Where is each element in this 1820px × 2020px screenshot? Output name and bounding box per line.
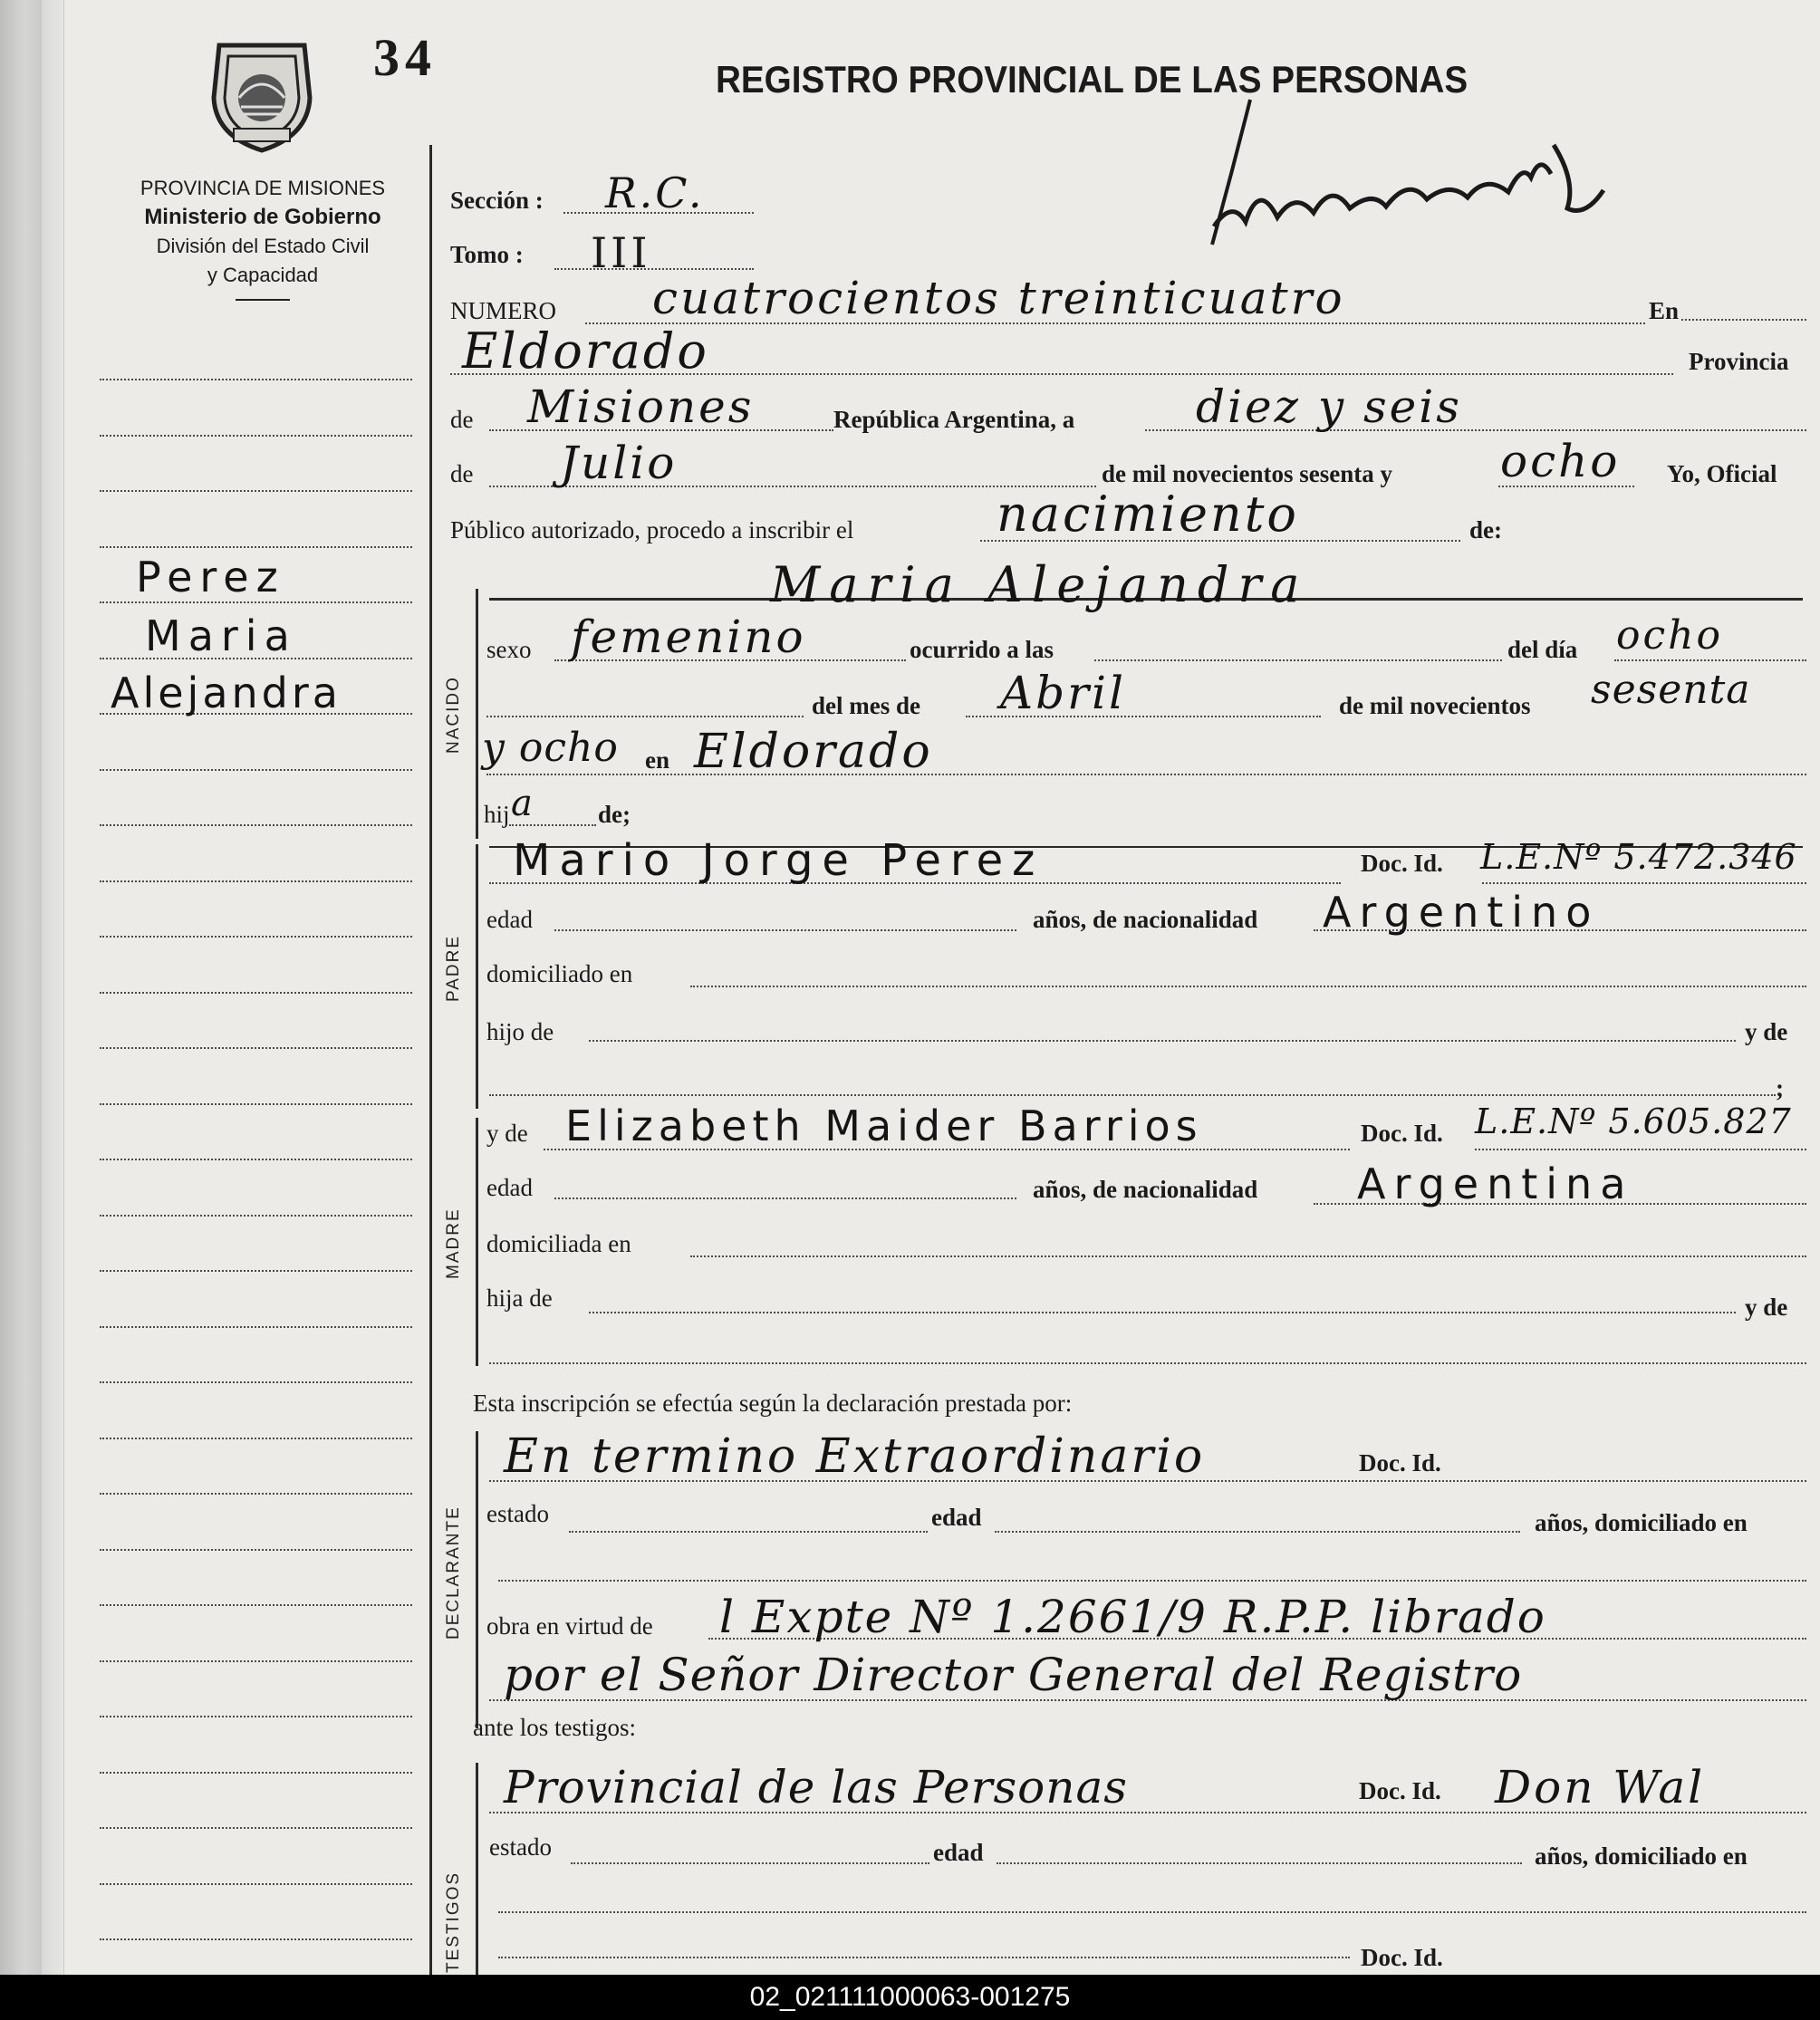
margin-ruled-line [100, 435, 412, 437]
doc-id-label: Doc. Id. [1361, 850, 1443, 877]
domiciliado-en-label-2: años, domiciliado en [1535, 1842, 1748, 1870]
margin-ruled-line [100, 1772, 412, 1774]
declarante-section-label: DECLARANTE [444, 1505, 463, 1640]
hij-suffix-value: a [511, 783, 535, 824]
birth-year-continued-value: y ocho [482, 725, 619, 771]
obra-en-virtud-label: obra en virtud de [486, 1612, 653, 1640]
margin-ruled-line [100, 1660, 412, 1662]
del-mes-label: del mes de [812, 692, 920, 719]
expediente-value: l Expte Nº 1.2661/9 R.P.P. librado [719, 1591, 1546, 1643]
margin-ruled-line [100, 1493, 412, 1495]
margin-ruled-line [100, 1938, 412, 1940]
margin-ruled-line [100, 379, 412, 380]
margin-ruled-line [100, 601, 412, 603]
division-name: División del Estado Civil [156, 235, 370, 257]
divider [236, 299, 290, 301]
margin-ruled-line [100, 769, 412, 771]
declarant-value: En termino Extraordinario [504, 1429, 1206, 1484]
doc-id-label-5: Doc. Id. [1361, 1944, 1443, 1971]
witness-value-cont: Don Wal [1495, 1761, 1706, 1813]
birth-day-value: ocho [1616, 612, 1723, 659]
hijo-de-label: hijo de [486, 1018, 554, 1045]
margin-ruled-line [100, 992, 412, 994]
y-de-label: y de [1745, 1018, 1788, 1045]
act-type-value: nacimiento [997, 486, 1299, 543]
nacido-section-label: NACIDO [444, 676, 463, 754]
margin-surname: Perez [136, 553, 285, 601]
domiciliado-label: domiciliado en [486, 960, 633, 987]
numero-value: cuatrocientos treinticuatro [652, 272, 1345, 324]
column-divider [429, 145, 432, 1975]
margin-ruled-line [100, 1270, 412, 1272]
testigos-section-label: TESTIGOS [444, 1871, 463, 1973]
margin-ruled-line [100, 490, 412, 492]
provincial-seal-icon [201, 34, 323, 156]
ministry-name: Ministerio de Gobierno [144, 205, 381, 229]
margin-second-name: Alejandra [111, 669, 342, 717]
provincia-label: Provincia [1689, 348, 1789, 375]
page-title: REGISTRO PROVINCIAL DE LAS PERSONAS [716, 58, 1469, 101]
declaracion-label: Esta inscripción se efectúa según la declaración prestada por: [473, 1390, 1073, 1417]
sex-value: femenino [571, 611, 806, 663]
margin-ruled-line [100, 1827, 412, 1829]
republica-label: República Argentina, a [833, 406, 1075, 433]
seccion-value: R.C. [605, 168, 705, 217]
locality-value: Eldorado [462, 322, 709, 380]
province-value: Misiones [527, 380, 755, 433]
issuer-block [100, 174, 426, 301]
witness-value: Provincial de las Personas [504, 1761, 1128, 1813]
edad-label: edad [486, 906, 533, 933]
doc-id-label-3: Doc. Id. [1359, 1449, 1441, 1477]
nacionalidad-label: años, de nacionalidad [1033, 906, 1258, 933]
mil-novecientos-label: de mil novecientos sesenta y [1102, 460, 1392, 487]
numero-label: NUMERO [450, 297, 557, 324]
en-label-2: en [645, 746, 669, 774]
margin-ruled-line [100, 1438, 412, 1439]
edad-label-2: edad [486, 1174, 533, 1201]
padre-section-label: PADRE [444, 934, 463, 1002]
seccion-label: Sección : [450, 187, 544, 214]
sexo-label: sexo [486, 636, 532, 663]
estado-label: estado [486, 1500, 549, 1527]
margin-ruled-line [100, 546, 412, 548]
autorizado-label: Público autorizado, procedo a inscribir el [450, 516, 854, 543]
margin-ruled-line [100, 880, 412, 882]
margin-ruled-line [100, 1215, 412, 1217]
year-value: ocho [1500, 435, 1621, 487]
tomo-value: III [591, 228, 651, 277]
margin-ruled-line [100, 1326, 412, 1328]
month-value: Julio [560, 437, 678, 489]
de-semicolon-label: de; [598, 801, 631, 828]
margin-ruled-line [100, 1381, 412, 1383]
de-label: de [450, 406, 474, 433]
margin-ruled-line [100, 1883, 412, 1885]
hij-label: hij [484, 801, 510, 828]
image-id-footer [0, 1975, 1820, 2020]
father-nationality-value: Argentino [1323, 888, 1600, 937]
book-binding-edge [0, 0, 42, 1975]
birth-month-value: Abril [1000, 667, 1126, 719]
doc-id-label-2: Doc. Id. [1361, 1120, 1443, 1147]
margin-ruled-line [100, 1716, 412, 1717]
hija-de-label: hija de [486, 1284, 553, 1312]
domiciliado-en-label: años, domiciliado en [1535, 1509, 1748, 1536]
del-dia-label: del día [1507, 636, 1578, 663]
nacionalidad-label-2: años, de nacionalidad [1033, 1176, 1258, 1203]
oficial-label: Yo, Oficial [1667, 460, 1777, 487]
expediente-value-2: por el Señor Director General del Registro [504, 1649, 1523, 1701]
tomo-label: Tomo : [450, 241, 524, 268]
margin-ruled-line [100, 1549, 412, 1551]
father-doc-value: L.E.Nº 5.472.346 [1480, 837, 1797, 877]
page-edge [42, 0, 64, 1975]
semicolon-label: ; [1776, 1074, 1784, 1101]
margin-ruled-line [100, 1159, 412, 1160]
margin-ruled-line [100, 824, 412, 826]
mother-name-value: Elizabeth Maider Barrios [565, 1101, 1203, 1150]
day-value: diez y seis [1196, 380, 1462, 433]
de-colon-label: de: [1469, 516, 1502, 543]
mother-nationality-value: Argentina [1357, 1159, 1634, 1208]
margin-ruled-line [100, 1103, 412, 1105]
division-name-2: y Capacidad [207, 264, 319, 286]
province-name: PROVINCIA DE MISIONES [140, 177, 386, 199]
de-label-2: de [450, 460, 474, 487]
official-signature [1196, 91, 1631, 254]
estado-label-2: estado [489, 1833, 552, 1861]
margin-ruled-line [100, 1047, 412, 1049]
domiciliada-label: domiciliada en [486, 1230, 631, 1257]
y-de-label-3: y de [1745, 1294, 1788, 1321]
margin-ruled-line [100, 936, 412, 938]
birthplace-value: Eldorado [694, 725, 933, 779]
edad-label-4: edad [933, 1839, 984, 1866]
edad-label-3: edad [931, 1504, 982, 1531]
margin-given-name: Maria [145, 611, 297, 660]
page-number: 34 [373, 28, 437, 87]
mil-novecientos-label-2: de mil novecientos [1339, 692, 1531, 719]
madre-section-label: MADRE [444, 1207, 463, 1279]
doc-id-label-4: Doc. Id. [1359, 1777, 1441, 1804]
mother-doc-value: L.E.Nº 5.605.827 [1475, 1101, 1792, 1141]
en-label: En [1649, 297, 1680, 324]
child-name-value: Maria Alejandra [770, 556, 1309, 613]
ocurrido-label: ocurrido a las [910, 636, 1054, 663]
father-name-value: Mario Jorge Perez [513, 835, 1045, 886]
testigos-label: ante los testigos: [473, 1714, 636, 1741]
margin-ruled-line [100, 1604, 412, 1606]
y-de-label-2: y de [486, 1120, 528, 1147]
image-id-text: 02_021111000063-001275 [749, 1982, 1071, 2012]
birth-year-value: sesenta [1591, 667, 1751, 713]
